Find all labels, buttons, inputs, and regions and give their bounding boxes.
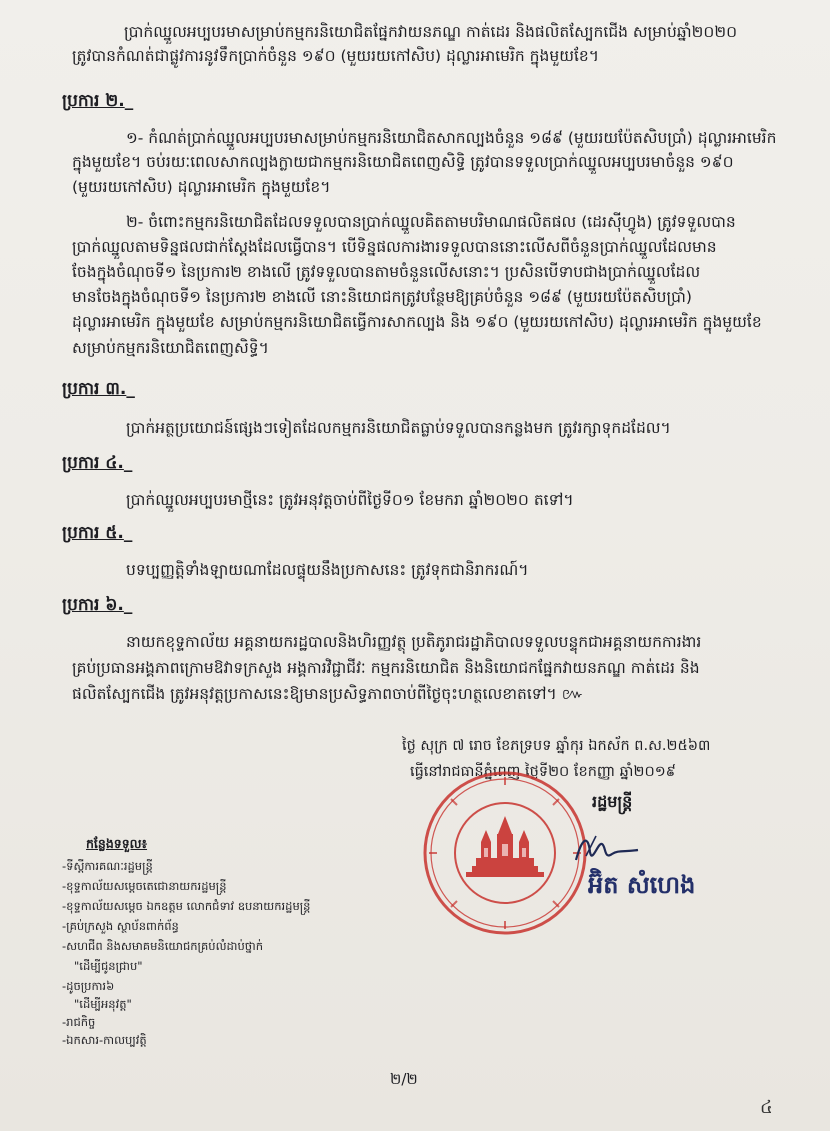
intro-line-2: ត្រូវបានកំណត់ជាផ្លូវការនូវទឹកប្រាក់ចំនួន ១៩០ (មួយរយកៅសិប) ដុល្លារអាមេរិក ក្នុងមួយខែ។ <box>72 47 599 65</box>
recipient-item: "ដើម្បីអនុវត្ត" <box>74 997 132 1011</box>
official-seal <box>420 768 590 938</box>
article-5-heading: ប្រការ ៥._ <box>62 523 133 543</box>
handwritten-signature-icon <box>572 830 642 870</box>
article-2-para2-line: ចែងក្នុងចំណុចទី១ នៃប្រការ២ ខាងលើ ត្រូវទទួលបានតាមចំនួនលើសនោះ។ ប្រសិនបើទាបជាងប្រាក់ឈ្នួលដែល <box>72 263 701 281</box>
article-2-para1-line: (មួយរយកៅសិប) ដុល្លារអាមេរិក ក្នុងមួយខែ។ <box>72 178 331 196</box>
recipient-item: -ខុទ្ទកាល័យសម្តេច ឯកឧត្តម លោកជំទាវ ឧបនាយករដ្ឋមន្ត្រី <box>62 899 311 913</box>
recipient-item: -គ្រប់ក្រសួង ស្ថាប័នពាក់ព័ន្ធ <box>62 919 179 933</box>
corner-mark: ៤ <box>760 1097 773 1118</box>
page-number: ២/២ <box>390 1070 418 1088</box>
intro-line-1: ប្រាក់ឈ្នួលអប្បបរមាសម្រាប់កម្មករនិយោជិតផ្នែកវាយនភណ្ឌ កាត់ដេរ និងផលិតស្បែកជើង សម្រាប់ឆ្នាំ២០២០ <box>124 23 738 41</box>
recipient-item: -រាជកិច្ច <box>62 1015 96 1029</box>
article-5-text: បទប្បញ្ញត្តិទាំងឡាយណាដែលផ្ទុយនឹងប្រកាសនេះ ត្រូវទុកជានិរាករណ៍។ <box>126 561 529 579</box>
signatory-name: អ៊ិត សំហេង <box>588 871 696 899</box>
article-3-heading: ប្រការ ៣._ <box>62 379 135 399</box>
article-6-heading: ប្រការ ៦._ <box>62 595 133 615</box>
article-6-line: ផលិតស្បែកជើង ត្រូវអនុវត្តប្រកាសនេះឱ្យមានប្រសិទ្ធភាពចាប់ពីថ្ងៃចុះហត្ថលេខាតទៅ។ ៚ <box>72 685 584 703</box>
article-3-text: ប្រាក់អត្ថប្រយោជន៍ផ្សេងៗទៀតដែលកម្មករនិយោជិតធ្លាប់ទទួលបានកន្លងមក ត្រូវរក្សាទុកដដែល។ <box>126 419 671 437</box>
article-2-para2-line: ដុល្លារអាមេរិក ក្នុងមួយខែ សម្រាប់កម្មករនិយោជិតធ្វើការសាកល្បង និង ១៩០ (មួយរយកៅសិប) ដុល្លារអាមេរិក ក្នុងមួយខែ <box>72 313 762 331</box>
article-4-text: ប្រាក់ឈ្នួលអប្បបរមាថ្មីនេះ ត្រូវអនុវត្តចាប់ពីថ្ងៃទី០១ ខែមករា ឆ្នាំ២០២០ តទៅ។ <box>126 491 574 509</box>
recipient-item: -ខុទ្ទកាល័យសម្តេចតេជោនាយករដ្ឋមន្ត្រី <box>62 879 227 893</box>
recipient-item: "ដើម្បីជូនជ្រាប" <box>74 959 143 973</box>
article-6-line: នាយកខុទ្ទកាល័យ អគ្គនាយករដ្ឋបាលនិងហិរញ្ញវត្ថុ ប្រតិភូរាជរដ្ឋាភិបាលទទួលបន្ទុកជាអគ្គនាយកការងារ <box>126 633 702 651</box>
recipient-item: -សហជីព និងសមាគមនិយោជកគ្រប់លំដាប់ថ្នាក់ <box>62 939 264 953</box>
minister-title: រដ្ឋមន្ត្រី <box>592 792 633 811</box>
recipient-item: -ដូចប្រការ៦ <box>62 979 115 993</box>
article-6-line: គ្រប់ប្រធានអង្គភាពក្រោមឱវាទក្រសួង អង្គការវិជ្ជាជីវៈ កម្មករនិយោជិត និងនិយោជកផ្នែកវាយនភណ្ឌ កាត់ដេរ និង <box>72 659 700 677</box>
recipient-item: -ឯកសារ-កាលប្បវត្តិ <box>62 1033 147 1047</box>
article-2-para2-line: ២- ចំពោះកម្មករនិយោជិតដែលទទួលបានប្រាក់ឈ្នួលគិតតាមបរិមាណផលិតផល (ដេរស៊ីហ្វូង) ត្រូវទទួលបាន <box>126 213 736 231</box>
recipient-item: -ទីស្តីការគណៈរដ្ឋមន្ត្រី <box>62 859 153 873</box>
article-2-para1-line: ក្នុងមួយខែ។ ចប់រយៈពេលសាកល្បងក្លាយជាកម្មករនិយោជិតពេញសិទ្ធិ ត្រូវបានទទួលប្រាក់ឈ្នួលអប្បបរមាចំនួន ១៩០ <box>72 153 734 171</box>
article-2-para2-line: សម្រាប់កម្មករនិយោជិតពេញសិទ្ធិ។ <box>72 339 269 357</box>
dateline-solar: ធ្វើនៅរាជធានីភ្នំពេញ ថ្ងៃទី២០ ខែកញ្ញា ឆ្នាំ២០១៩ <box>410 764 676 780</box>
dateline-lunar: ថ្ងៃ សុក្រ ៧ រោច ខែភទ្របទ ឆ្នាំកុរ ឯកស័ក ព.ស.២៥៦៣ <box>402 738 711 754</box>
recipients-heading: កន្លែងទទួល៖ <box>86 836 148 851</box>
article-2-para2-line: មានចែងក្នុងចំណុចទី១ នៃប្រការ២ ខាងលើ នោះនិយោជកត្រូវបន្ថែមឱ្យគ្រប់ចំនួន ១៨៩ (មួយរយប៉ែតសិបប្រាំ) <box>72 288 692 306</box>
article-2-heading: ប្រការ ២._ <box>62 91 134 111</box>
article-2-para1-line: ១- កំណត់ប្រាក់ឈ្នួលអប្បបរមាសម្រាប់កម្មករនិយោជិតសាកល្បងចំនួន ១៨៩ (មួយរយប៉ែតសិបប្រាំ) ដុល្លារអាមេរិក <box>126 129 777 147</box>
article-2-para2-line: ប្រាក់ឈ្នួលតាមទិន្នផលជាក់ស្តែងដែលធ្វើបាន។ បើទិន្នផលការងារទទួលបាននោះលើសពីចំនួនប្រាក់ឈ្នួលដែលមាន <box>72 238 717 256</box>
article-4-heading: ប្រការ ៤._ <box>62 453 133 473</box>
